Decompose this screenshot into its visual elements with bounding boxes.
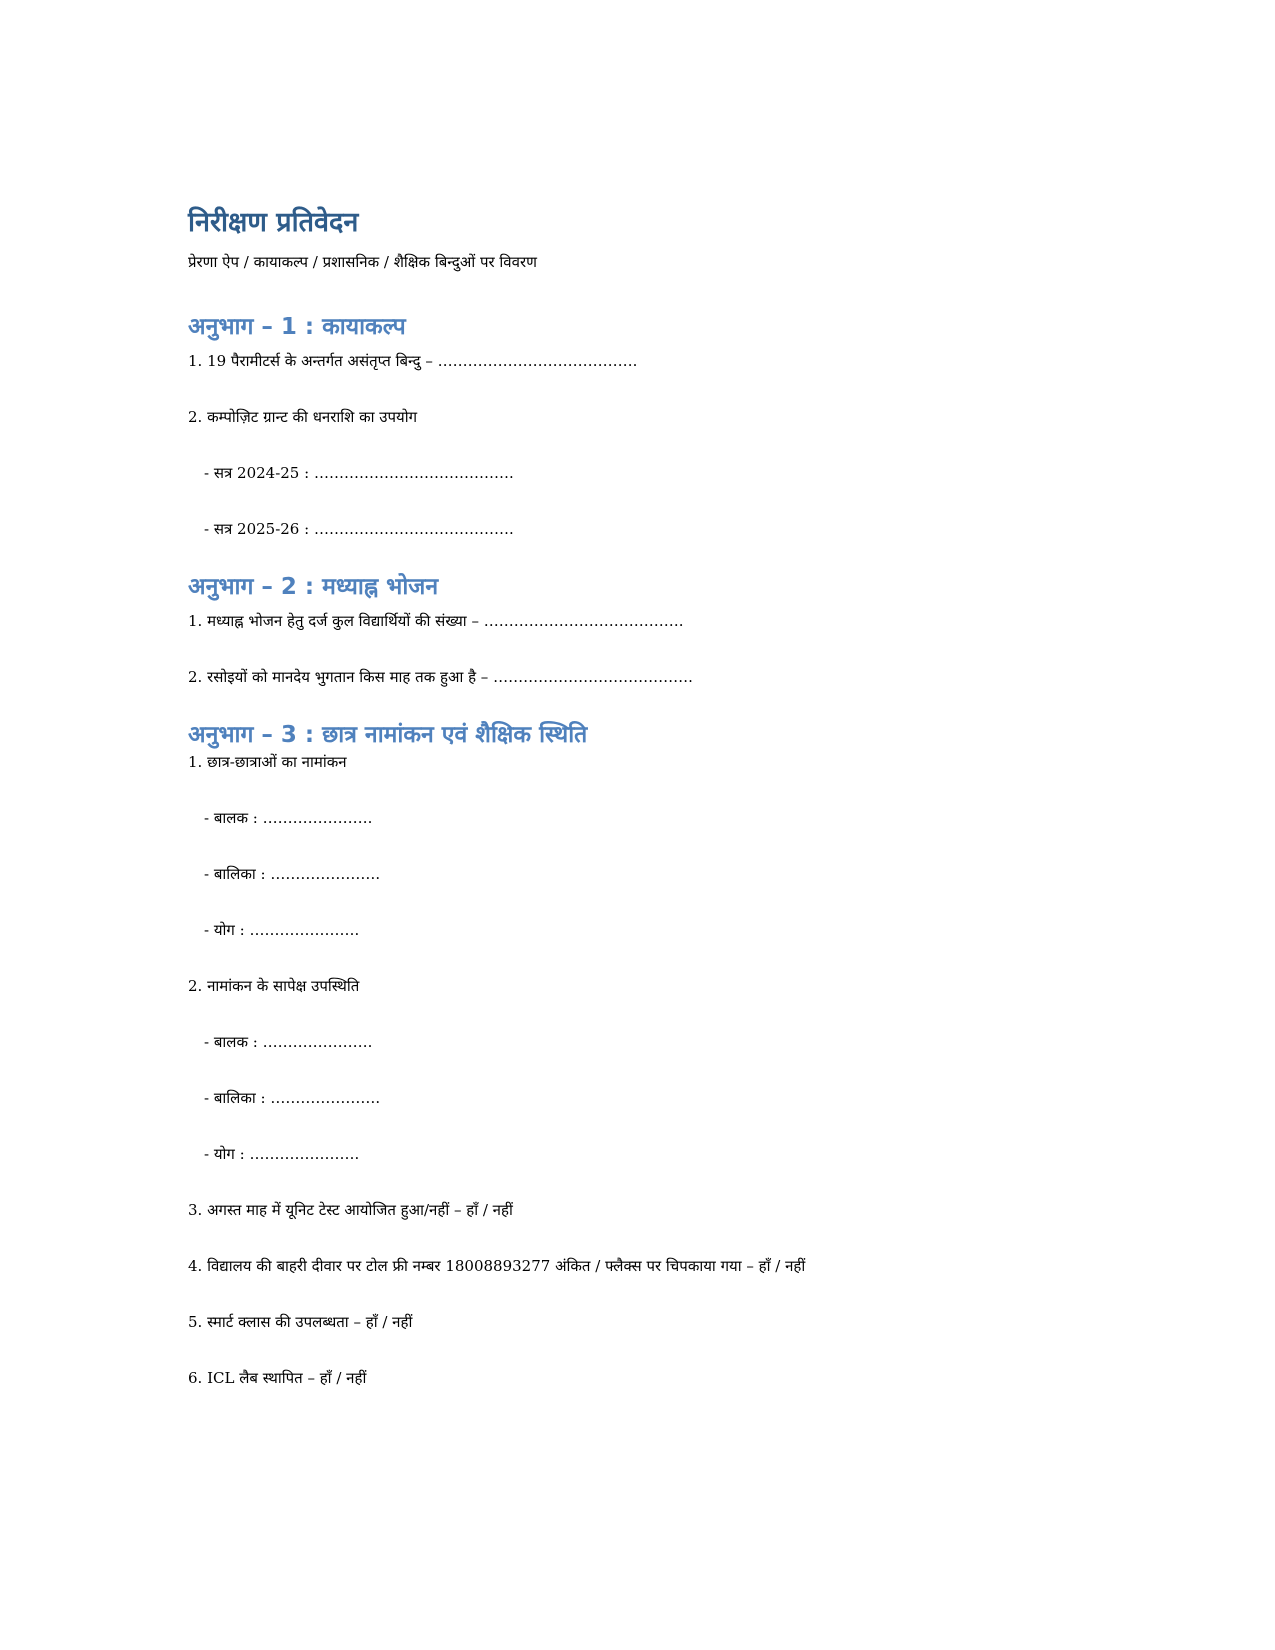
section-2-heading: अनुभाग – 2 : मध्याह्न भोजन	[188, 574, 439, 600]
section-1-item-2: 2. कम्पोज़िट ग्रान्ट की धनराशि का उपयोग	[188, 408, 418, 426]
document-subtitle: प्रेरणा ऐप / कायाकल्प / प्रशासनिक / शैक्षिक बिन्दुओं पर विवरण	[188, 253, 537, 271]
section-1-heading: अनुभाग – 1 : कायाकल्प	[188, 314, 406, 340]
document-page	[188, 205, 1148, 1389]
attendance-total: - योग : ………………….	[204, 1145, 360, 1163]
attendance-boys: - बालक : ………………….	[204, 1033, 373, 1051]
enrollment-total: - योग : ………………….	[204, 921, 360, 939]
section-1-session-2025-26: - सत्र 2025-26 : ………………………………….	[204, 520, 514, 538]
section-3-item-6: 6. ICL लैब स्थापित – हाँ / नहीं	[188, 1369, 367, 1387]
section-1-session-2024-25: - सत्र 2024-25 : ………………………………….	[204, 464, 514, 482]
enrollment-girls: - बालिका : ………………….	[204, 865, 381, 883]
section-3-item-2: 2. नामांकन के सापेक्ष उपस्थिति	[188, 977, 360, 995]
section-3-item-4: 4. विद्यालय की बाहरी दीवार पर टोल फ्री नम्बर 18008893277 अंकित / फ्लैक्स पर चिपकाया गया – हाँ / नहीं	[188, 1257, 806, 1275]
enrollment-boys: - बालक : ………………….	[204, 809, 373, 827]
section-3-item-1: 1. छात्र-छात्राओं का नामांकन	[188, 753, 347, 771]
section-2-item-1: 1. मध्याह्न भोजन हेतु दर्ज कुल विद्यार्थियों की संख्या – ………………………………….	[188, 612, 684, 630]
document-title: निरीक्षण प्रतिवेदन	[188, 207, 359, 238]
section-3-item-5: 5. स्मार्ट क्लास की उपलब्धता – हाँ / नहीं	[188, 1313, 413, 1331]
section-3-item-3: 3. अगस्त माह में यूनिट टेस्ट आयोजित हुआ/नहीं – हाँ / नहीं	[188, 1201, 513, 1219]
section-3-heading: अनुभाग – 3 : छात्र नामांकन एवं शैक्षिक स्थिति	[188, 722, 588, 748]
section-2-item-2: 2. रसोइयों को मानदेय भुगतान किस माह तक हुआ है – ………………………………….	[188, 668, 693, 686]
attendance-girls: - बालिका : ………………….	[204, 1089, 381, 1107]
section-1-item-1: 1. 19 पैरामीटर्स के अन्तर्गत असंतृप्त बिन्दु – ………………………………….	[188, 352, 638, 370]
